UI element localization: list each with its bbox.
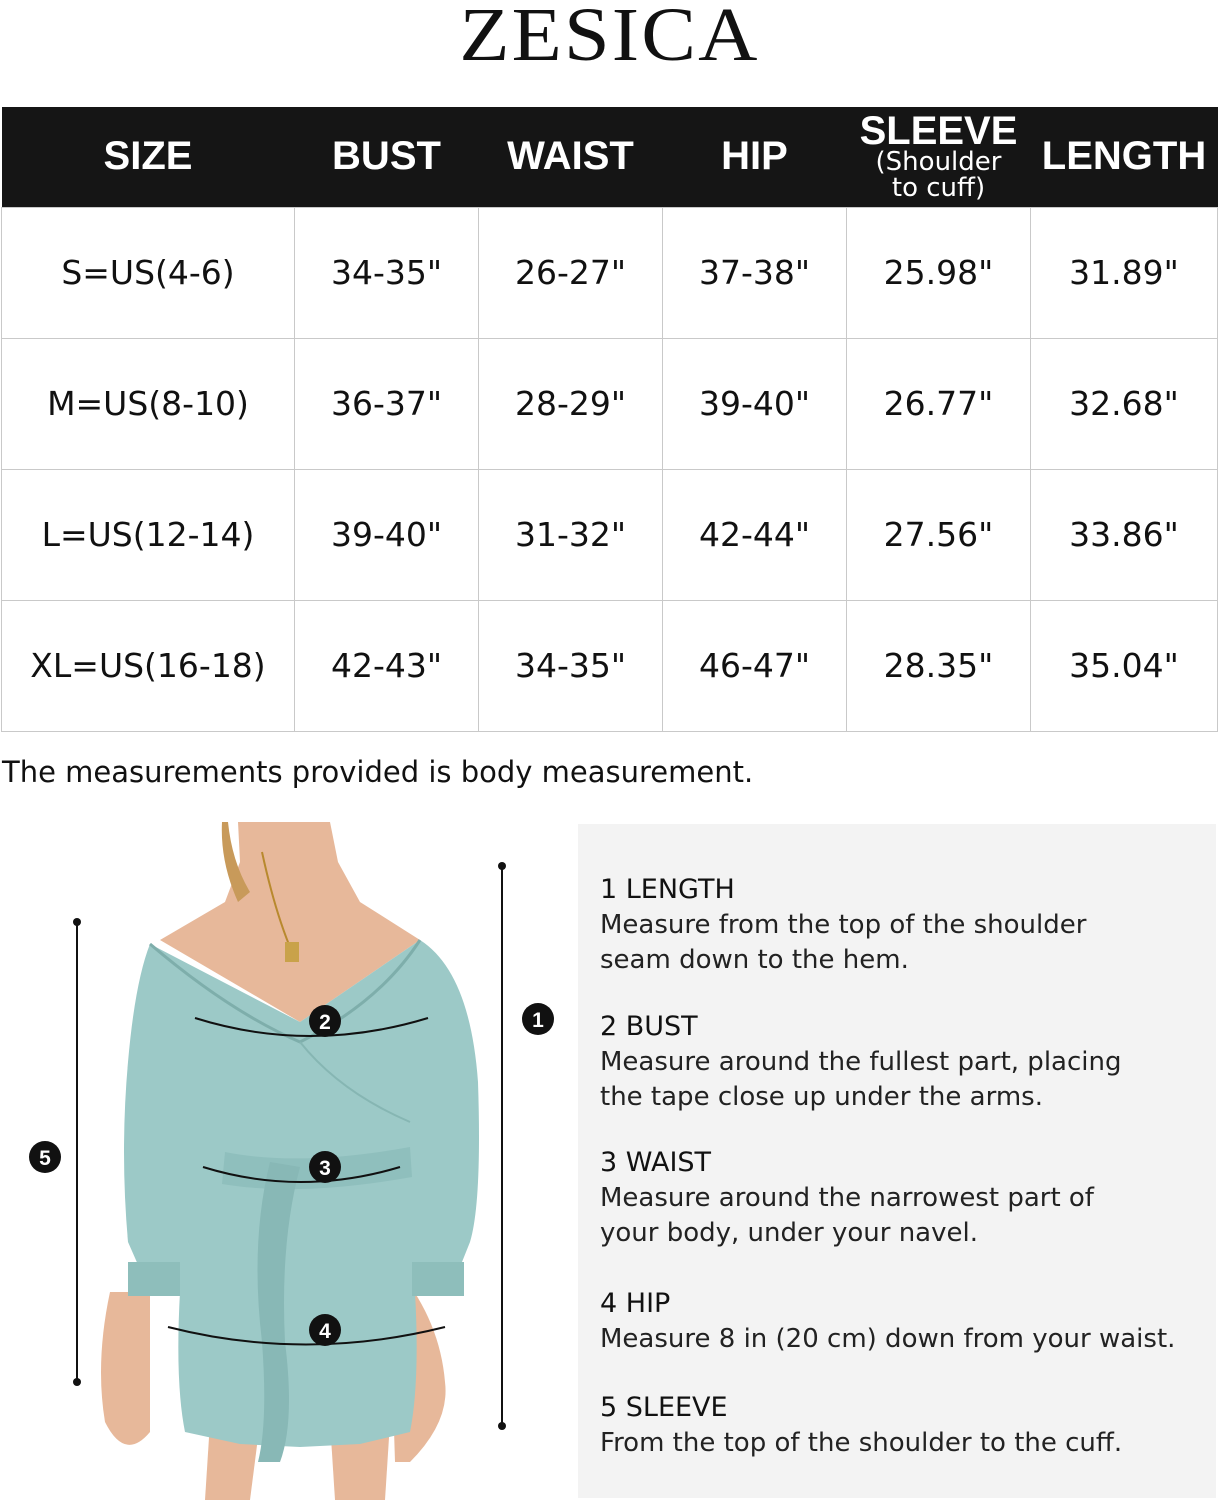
guide-desc: Measure from the top of the shoulder bbox=[600, 910, 1087, 940]
cell-length: 35.04" bbox=[1031, 600, 1218, 731]
brand-logo: ZESICA bbox=[459, 0, 760, 77]
cell-hip: 37-38" bbox=[663, 207, 847, 338]
sleeve-top-dot bbox=[73, 918, 81, 926]
dress-illustration bbox=[0, 822, 580, 1500]
marker-4 bbox=[309, 1314, 341, 1346]
cell-waist: 34-35" bbox=[479, 600, 663, 731]
guide-title: 5 SLEEVE bbox=[600, 1392, 728, 1423]
guide-title: 1 LENGTH bbox=[600, 874, 735, 905]
header-sleeve-note-2: to cuff) bbox=[891, 172, 986, 203]
cell-waist: 31-32" bbox=[479, 469, 663, 600]
header-length: LENGTH bbox=[1031, 107, 1218, 207]
table-row bbox=[2, 469, 1218, 600]
cell-size: S=US(4-6) bbox=[2, 207, 295, 338]
cell-length: 33.86" bbox=[1031, 469, 1218, 600]
necklace-pendant bbox=[285, 942, 299, 962]
cell-sleeve: 25.98" bbox=[847, 207, 1031, 338]
cell-sleeve: 26.77" bbox=[847, 338, 1031, 469]
table-row bbox=[2, 338, 1218, 469]
header-sleeve-label: SLEEVE bbox=[859, 108, 1018, 153]
header-size: SIZE bbox=[2, 107, 295, 207]
guide-item-sleeve bbox=[600, 1392, 1210, 1461]
cell-length: 31.89" bbox=[1031, 207, 1218, 338]
left-hand bbox=[101, 1292, 150, 1445]
guide-title: 3 WAIST bbox=[600, 1147, 712, 1178]
cell-waist: 28-29" bbox=[479, 338, 663, 469]
size-chart-table bbox=[1, 107, 1218, 732]
cell-bust: 34-35" bbox=[295, 207, 479, 338]
marker-4-label: 4 bbox=[319, 1320, 331, 1343]
guide-desc: your body, under your navel. bbox=[600, 1218, 978, 1248]
table-row bbox=[2, 207, 1218, 338]
cell-bust: 36-37" bbox=[295, 338, 479, 469]
header-hip: HIP bbox=[663, 107, 847, 207]
measurement-figure bbox=[0, 822, 580, 1500]
marker-3-label: 3 bbox=[319, 1157, 331, 1180]
cell-sleeve: 27.56" bbox=[847, 469, 1031, 600]
cell-size: M=US(8-10) bbox=[2, 338, 295, 469]
guide-title: 2 BUST bbox=[600, 1011, 698, 1042]
guide-desc: Measure around the narrowest part of bbox=[600, 1183, 1094, 1213]
header-bust: BUST bbox=[295, 107, 479, 207]
cell-bust: 39-40" bbox=[295, 469, 479, 600]
sleeve-bottom-dot bbox=[73, 1378, 81, 1386]
guide-title: 4 HIP bbox=[600, 1288, 671, 1319]
header-waist: WAIST bbox=[479, 107, 663, 207]
guide-item-length bbox=[600, 874, 1210, 978]
length-top-dot bbox=[498, 862, 506, 870]
guide-desc: From the top of the shoulder to the cuff. bbox=[600, 1428, 1123, 1458]
cell-bust: 42-43" bbox=[295, 600, 479, 731]
cell-length: 32.68" bbox=[1031, 338, 1218, 469]
marker-5-label: 5 bbox=[39, 1147, 51, 1170]
table-header-row bbox=[2, 107, 1218, 207]
left-cuff bbox=[128, 1262, 180, 1296]
guide-item-waist bbox=[600, 1147, 1210, 1251]
guide-desc: seam down to the hem. bbox=[600, 945, 909, 975]
guide-desc: Measure around the fullest part, placing bbox=[600, 1047, 1122, 1077]
guide-item-bust bbox=[600, 1011, 1210, 1115]
cell-hip: 42-44" bbox=[663, 469, 847, 600]
header-sleeve-note-1: (Shoulder bbox=[875, 146, 1002, 177]
length-bottom-dot bbox=[498, 1422, 506, 1430]
guide-item-hip bbox=[600, 1288, 1210, 1357]
measurement-guide-panel bbox=[578, 824, 1216, 1498]
right-cuff bbox=[412, 1262, 464, 1296]
table-row bbox=[2, 600, 1218, 731]
cell-sleeve: 28.35" bbox=[847, 600, 1031, 731]
cell-waist: 26-27" bbox=[479, 207, 663, 338]
guide-desc: Measure 8 in (20 cm) down from your waist. bbox=[600, 1324, 1176, 1354]
marker-5 bbox=[29, 1141, 61, 1173]
guide-desc: the tape close up under the arms. bbox=[600, 1082, 1043, 1112]
marker-2 bbox=[309, 1005, 341, 1037]
cell-size: L=US(12-14) bbox=[2, 469, 295, 600]
cell-size: XL=US(16-18) bbox=[2, 600, 295, 731]
cell-hip: 46-47" bbox=[663, 600, 847, 731]
marker-1-label: 1 bbox=[532, 1009, 544, 1032]
header-sleeve bbox=[847, 107, 1031, 207]
marker-2-label: 2 bbox=[319, 1011, 331, 1034]
cell-hip: 39-40" bbox=[663, 338, 847, 469]
marker-1 bbox=[522, 1003, 554, 1035]
measurement-note: The measurements provided is body measurement. bbox=[2, 755, 754, 789]
marker-3 bbox=[309, 1151, 341, 1183]
